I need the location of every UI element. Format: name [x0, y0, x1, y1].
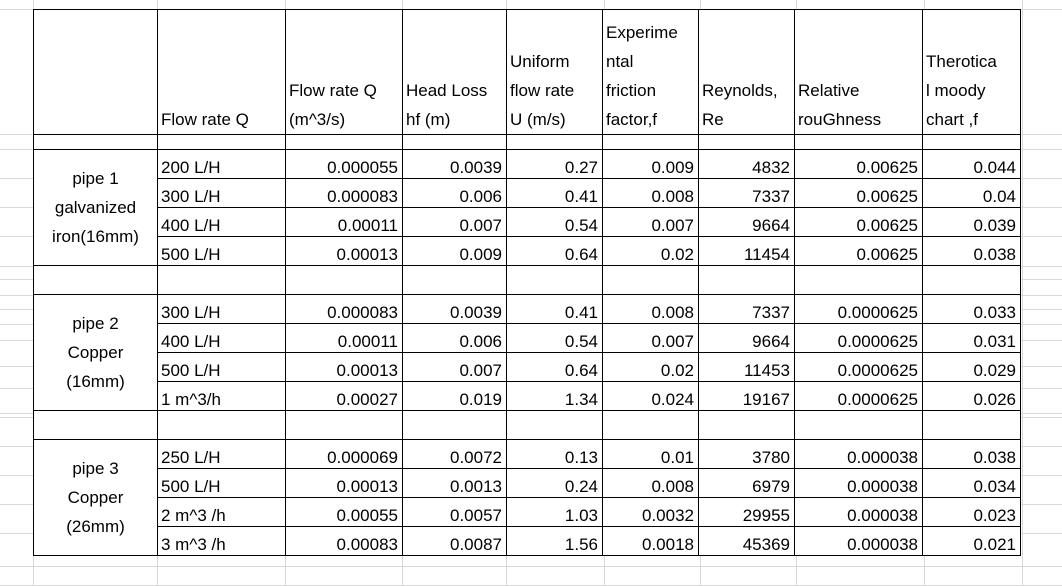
moody-friction-cell[interactable]: 0.039 [923, 208, 1021, 237]
table-row [34, 440, 1021, 469]
exp-friction-cell[interactable]: 0.007 [603, 324, 699, 353]
empty-cell[interactable] [158, 135, 286, 150]
exp-friction-cell[interactable]: 0.008 [603, 295, 699, 324]
empty-cell[interactable] [795, 266, 923, 295]
exp-friction-cell[interactable]: 0.007 [603, 208, 699, 237]
empty-cell[interactable] [158, 411, 286, 440]
flow-rate-m3s-cell[interactable]: 0.00011 [286, 324, 403, 353]
moody-friction-cell[interactable]: 0.026 [923, 382, 1021, 411]
velocity-cell[interactable]: 0.41 [507, 179, 603, 208]
moody-friction-cell[interactable]: 0.038 [923, 440, 1021, 469]
header-line: (m^3/s) [289, 110, 346, 129]
head-loss-cell[interactable]: 0.0013 [403, 469, 507, 498]
head-loss-cell[interactable]: 0.0039 [403, 150, 507, 179]
head-loss-cell[interactable]: 0.006 [403, 324, 507, 353]
pipe-label-line: galvanized [54, 198, 137, 217]
velocity-cell[interactable]: 0.54 [507, 208, 603, 237]
head-loss-cell[interactable]: 0.006 [403, 179, 507, 208]
empty-cell[interactable] [923, 266, 1021, 295]
gridline [0, 566, 1062, 567]
header-cell-flow-rate[interactable] [158, 10, 286, 135]
table-row [34, 295, 1021, 324]
header-line: chart ,f [926, 110, 978, 129]
moody-friction-cell[interactable]: 0.021 [923, 527, 1021, 556]
reynolds-cell[interactable]: 4832 [699, 150, 795, 179]
roughness-cell[interactable]: 0.000038 [795, 440, 923, 469]
empty-cell[interactable] [923, 411, 1021, 440]
exp-friction-cell[interactable]: 0.02 [603, 237, 699, 266]
exp-friction-cell[interactable]: 0.0018 [603, 527, 699, 556]
empty-cell[interactable] [795, 411, 923, 440]
header-line: Re [702, 110, 724, 129]
flow-rate-m3s-cell[interactable]: 0.000083 [286, 179, 403, 208]
pipe-label-line: Copper [67, 343, 124, 362]
header-line: l moody [926, 81, 986, 100]
head-loss-cell[interactable]: 0.007 [403, 353, 507, 382]
table-row [34, 498, 1021, 527]
moody-friction-cell[interactable]: 0.033 [923, 295, 1021, 324]
velocity-cell[interactable]: 1.34 [507, 382, 603, 411]
header-line: Experime [606, 23, 678, 42]
empty-cell[interactable] [507, 411, 603, 440]
moody-friction-cell[interactable]: 0.044 [923, 150, 1021, 179]
roughness-cell[interactable]: 0.0000625 [795, 382, 923, 411]
moody-friction-cell[interactable]: 0.031 [923, 324, 1021, 353]
table-row [34, 179, 1021, 208]
header-line: hf (m) [406, 110, 451, 129]
header-text [289, 76, 399, 134]
header-line: rouGhness [798, 110, 882, 129]
table-row [34, 324, 1021, 353]
reynolds-cell[interactable]: 3780 [699, 440, 795, 469]
flow-rate-m3s-cell[interactable]: 0.00011 [286, 208, 403, 237]
reynolds-cell[interactable]: 9664 [699, 208, 795, 237]
header-line: flow rate [510, 81, 575, 100]
flow-rate-m3s-cell[interactable]: 0.00013 [286, 353, 403, 382]
reynolds-cell[interactable]: 29955 [699, 498, 795, 527]
header-line: Relative [798, 81, 860, 100]
header-line: Therotica [926, 52, 997, 71]
flow-rate-cell[interactable]: 250 L/H [158, 440, 286, 469]
flow-rate-m3s-cell[interactable]: 0.000055 [286, 150, 403, 179]
header-row [34, 10, 1021, 135]
header-cell-roughness[interactable] [795, 10, 923, 135]
empty-cell[interactable] [603, 135, 699, 150]
header-cell-head-loss[interactable] [403, 10, 507, 135]
head-loss-cell[interactable]: 0.007 [403, 208, 507, 237]
flow-rate-m3s-cell[interactable]: 0.000069 [286, 440, 403, 469]
exp-friction-cell[interactable]: 0.0032 [603, 498, 699, 527]
roughness-cell[interactable]: 0.000038 [795, 498, 923, 527]
roughness-cell[interactable]: 0.000038 [795, 469, 923, 498]
header-line: factor,f [606, 110, 658, 129]
header-line: U (m/s) [510, 110, 566, 129]
flow-rate-cell[interactable]: 400 L/H [158, 324, 286, 353]
header-cell-exp-friction[interactable] [603, 10, 699, 135]
reynolds-cell[interactable]: 6979 [699, 469, 795, 498]
head-loss-cell[interactable]: 0.0057 [403, 498, 507, 527]
pipe-group-label[interactable] [34, 295, 158, 411]
roughness-cell[interactable]: 0.0000625 [795, 353, 923, 382]
table-row [34, 527, 1021, 556]
table-row [34, 237, 1021, 266]
exp-friction-cell[interactable]: 0.02 [603, 353, 699, 382]
velocity-cell[interactable]: 1.03 [507, 498, 603, 527]
reynolds-cell[interactable]: 7337 [699, 295, 795, 324]
empty-cell[interactable] [699, 266, 795, 295]
velocity-cell[interactable]: 0.13 [507, 440, 603, 469]
flow-rate-cell[interactable]: 500 L/H [158, 237, 286, 266]
head-loss-cell[interactable]: 0.0039 [403, 295, 507, 324]
pipe-label-line: pipe 3 [72, 459, 119, 478]
table-row [34, 150, 1021, 179]
header-cell-moody[interactable] [923, 10, 1021, 135]
header-text [510, 47, 599, 134]
pipe-group-label[interactable] [34, 150, 158, 266]
flow-rate-m3s-cell[interactable]: 0.00083 [286, 527, 403, 556]
pipe-label-line: iron(16mm) [52, 227, 139, 246]
pipe-label-line: pipe 1 [72, 169, 119, 188]
header-line: Uniform [510, 52, 570, 71]
roughness-cell[interactable]: 0.00625 [795, 150, 923, 179]
header-text [798, 76, 919, 134]
empty-cell[interactable] [286, 266, 403, 295]
spacer-row [34, 266, 1021, 295]
flow-rate-cell[interactable]: 500 L/H [158, 353, 286, 382]
velocity-cell[interactable]: 0.27 [507, 150, 603, 179]
head-loss-cell[interactable]: 0.009 [403, 237, 507, 266]
flow-rate-m3s-cell[interactable]: 0.000083 [286, 295, 403, 324]
exp-friction-cell[interactable]: 0.008 [603, 179, 699, 208]
table-row [34, 208, 1021, 237]
empty-cell[interactable] [603, 411, 699, 440]
roughness-cell[interactable]: 0.00625 [795, 208, 923, 237]
head-loss-cell[interactable]: 0.0087 [403, 527, 507, 556]
empty-cell[interactable] [403, 411, 507, 440]
head-loss-cell[interactable]: 0.019 [403, 382, 507, 411]
roughness-cell[interactable]: 0.0000625 [795, 324, 923, 353]
flow-rate-cell[interactable]: 400 L/H [158, 208, 286, 237]
empty-cell[interactable] [699, 135, 795, 150]
header-cell-reynolds[interactable] [699, 10, 795, 135]
empty-cell[interactable] [403, 266, 507, 295]
reynolds-cell[interactable]: 11454 [699, 237, 795, 266]
exp-friction-cell[interactable]: 0.009 [603, 150, 699, 179]
velocity-cell[interactable]: 1.56 [507, 527, 603, 556]
header-text [606, 18, 695, 134]
header-line: Flow rate Q [289, 81, 377, 100]
header-line: friction [606, 81, 657, 100]
flow-rate-cell[interactable]: 300 L/H [158, 179, 286, 208]
header-text [702, 76, 791, 134]
empty-cell[interactable] [286, 135, 403, 150]
empty-cell[interactable] [286, 411, 403, 440]
flow-rate-cell[interactable]: 3 m^3 /h [158, 527, 286, 556]
empty-cell[interactable] [158, 266, 286, 295]
velocity-cell[interactable]: 0.54 [507, 324, 603, 353]
roughness-cell[interactable]: 0.00625 [795, 237, 923, 266]
table-row [34, 469, 1021, 498]
header-cell-flow-rate-m3s[interactable] [286, 10, 403, 135]
header-text [406, 76, 503, 134]
spacer-row [34, 135, 1021, 150]
empty-cell[interactable] [34, 266, 158, 295]
spacer-row [34, 411, 1021, 440]
header-cell-uniform-flow[interactable] [507, 10, 603, 135]
empty-cell[interactable] [507, 135, 603, 150]
empty-cell[interactable] [699, 411, 795, 440]
roughness-cell[interactable]: 0.000038 [795, 527, 923, 556]
flow-rate-m3s-cell[interactable]: 0.00013 [286, 237, 403, 266]
gridline [1022, 0, 1023, 585]
moody-friction-cell[interactable]: 0.023 [923, 498, 1021, 527]
pipe-group-label[interactable] [34, 440, 158, 556]
table-row [34, 382, 1021, 411]
flow-rate-cell[interactable]: 500 L/H [158, 469, 286, 498]
empty-cell[interactable] [403, 135, 507, 150]
empty-cell[interactable] [34, 411, 158, 440]
flow-rate-cell[interactable]: 2 m^3 /h [158, 498, 286, 527]
reynolds-cell[interactable]: 7337 [699, 179, 795, 208]
header-line: Reynolds, [702, 81, 778, 100]
header-text [161, 105, 282, 134]
flow-rate-m3s-cell[interactable]: 0.00027 [286, 382, 403, 411]
reynolds-cell[interactable]: 19167 [699, 382, 795, 411]
flow-rate-cell[interactable]: 1 m^3/h [158, 382, 286, 411]
flow-rate-cell[interactable]: 200 L/H [158, 150, 286, 179]
pipe-label-line: Copper [67, 488, 124, 507]
header-line: Head Loss [406, 81, 488, 100]
table-row [34, 353, 1021, 382]
moody-friction-cell[interactable]: 0.029 [923, 353, 1021, 382]
flow-rate-m3s-cell[interactable]: 0.00013 [286, 469, 403, 498]
exp-friction-cell[interactable]: 0.024 [603, 382, 699, 411]
exp-friction-cell[interactable]: 0.008 [603, 469, 699, 498]
results-table [33, 9, 1021, 556]
reynolds-cell[interactable]: 11453 [699, 353, 795, 382]
moody-friction-cell[interactable]: 0.038 [923, 237, 1021, 266]
empty-cell[interactable] [507, 266, 603, 295]
empty-cell[interactable] [923, 135, 1021, 150]
velocity-cell[interactable]: 0.41 [507, 295, 603, 324]
header-cell-blank[interactable] [34, 10, 158, 135]
empty-cell[interactable] [795, 135, 923, 150]
reynolds-cell[interactable]: 9664 [699, 324, 795, 353]
pipe-label-line: (16mm) [66, 372, 125, 391]
moody-friction-cell[interactable]: 0.034 [923, 469, 1021, 498]
head-loss-cell[interactable]: 0.0072 [403, 440, 507, 469]
roughness-cell[interactable]: 0.0000625 [795, 295, 923, 324]
flow-rate-cell[interactable]: 300 L/H [158, 295, 286, 324]
empty-cell[interactable] [603, 266, 699, 295]
velocity-cell[interactable]: 0.24 [507, 469, 603, 498]
roughness-cell[interactable]: 0.00625 [795, 179, 923, 208]
header-line: Flow rate Q [161, 110, 249, 129]
exp-friction-cell[interactable]: 0.01 [603, 440, 699, 469]
moody-friction-cell[interactable]: 0.04 [923, 179, 1021, 208]
empty-cell[interactable] [34, 135, 158, 150]
header-text [926, 47, 1017, 134]
velocity-cell[interactable]: 0.64 [507, 237, 603, 266]
flow-rate-m3s-cell[interactable]: 0.00055 [286, 498, 403, 527]
velocity-cell[interactable]: 0.64 [507, 353, 603, 382]
pipe-label-line: pipe 2 [72, 314, 119, 333]
pipe-label-line: (26mm) [66, 517, 125, 536]
reynolds-cell[interactable]: 45369 [699, 527, 795, 556]
header-line: ntal [606, 52, 634, 71]
